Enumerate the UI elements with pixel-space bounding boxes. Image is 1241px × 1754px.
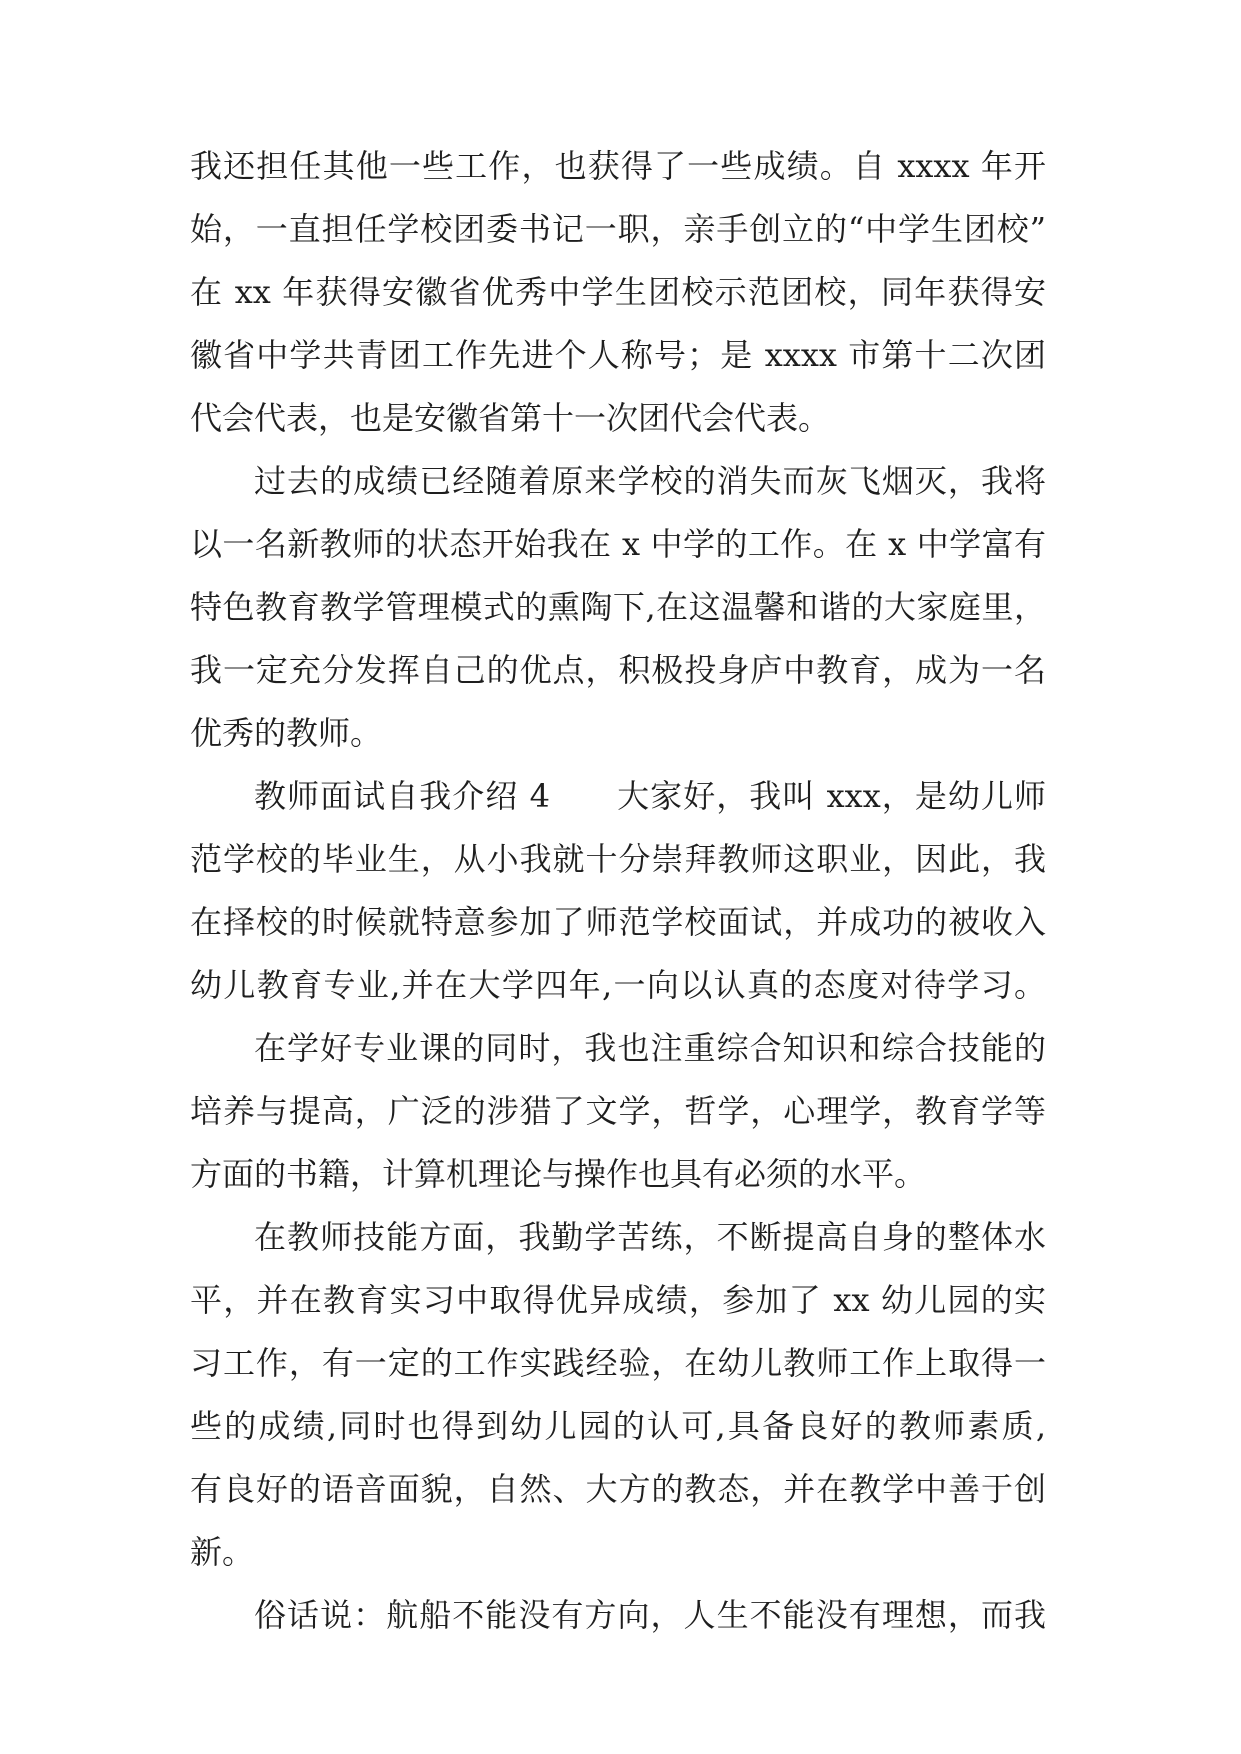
- paragraph-first-line: 过去的成绩已经随着原来学校的消失而灰飞烟灭，我将: [254, 462, 1046, 500]
- text-line: 幼儿教育专业,并在大学四年,一向以认真的态度对待学习。: [190, 966, 1046, 1004]
- text-line: 徽省中学共青团工作先进个人称号；是 xxxx 市第十二次团: [190, 336, 1046, 374]
- text-line: 我还担任其他一些工作，也获得了一些成绩。自 xxxx 年开: [190, 147, 1046, 185]
- text-line: 以一名新教师的状态开始我在 x 中学的工作。在 x 中学富有: [190, 525, 1046, 563]
- paragraph-first-line: 在教师技能方面，我勤学苦练，不断提高自身的整体水: [254, 1218, 1046, 1256]
- text-line: 培养与提高，广泛的涉猎了文学，哲学，心理学，教育学等: [190, 1092, 1046, 1130]
- text-line: 新。: [190, 1533, 255, 1571]
- text-line: 习工作，有一定的工作实践经验，在幼儿教师工作上取得一: [190, 1344, 1046, 1382]
- text-line: 我一定充分发挥自己的优点，积极投身庐中教育，成为一名: [190, 651, 1046, 689]
- paragraph-first-line: 在学好专业课的同时，我也注重综合知识和综合技能的: [254, 1029, 1046, 1067]
- text-line: 代会代表，也是安徽省第十一次团代会代表。: [190, 399, 831, 437]
- text-line: 优秀的教师。: [190, 714, 383, 752]
- text-line: 在择校的时候就特意参加了师范学校面试，并成功的被收入: [190, 903, 1046, 941]
- paragraph-first-line: 俗话说：航船不能没有方向，人生不能没有理想，而我: [254, 1596, 1046, 1634]
- text-line: 方面的书籍，计算机理论与操作也具有必须的水平。: [190, 1155, 927, 1193]
- text-line: 些的成绩,同时也得到幼儿园的认可,具备良好的教师素质,: [190, 1407, 1046, 1445]
- text-line: 特色教育教学管理模式的熏陶下,在这温馨和谐的大家庭里，: [190, 588, 1046, 626]
- text-line: 有良好的语音面貌，自然、大方的教态，并在教学中善于创: [190, 1470, 1046, 1508]
- text-line: 在 xx 年获得安徽省优秀中学生团校示范团校，同年获得安: [190, 273, 1046, 311]
- text-line: 范学校的毕业生，从小我就十分崇拜教师这职业，因此，我: [190, 840, 1046, 878]
- text-line: 平，并在教育实习中取得优异成绩，参加了 xx 幼儿园的实: [190, 1281, 1046, 1319]
- section-heading-line: 教师面试自我介绍 4 大家好，我叫 xxx，是幼儿师: [254, 777, 1046, 815]
- text-line: 始，一直担任学校团委书记一职，亲手创立的“中学生团校”: [190, 210, 1046, 248]
